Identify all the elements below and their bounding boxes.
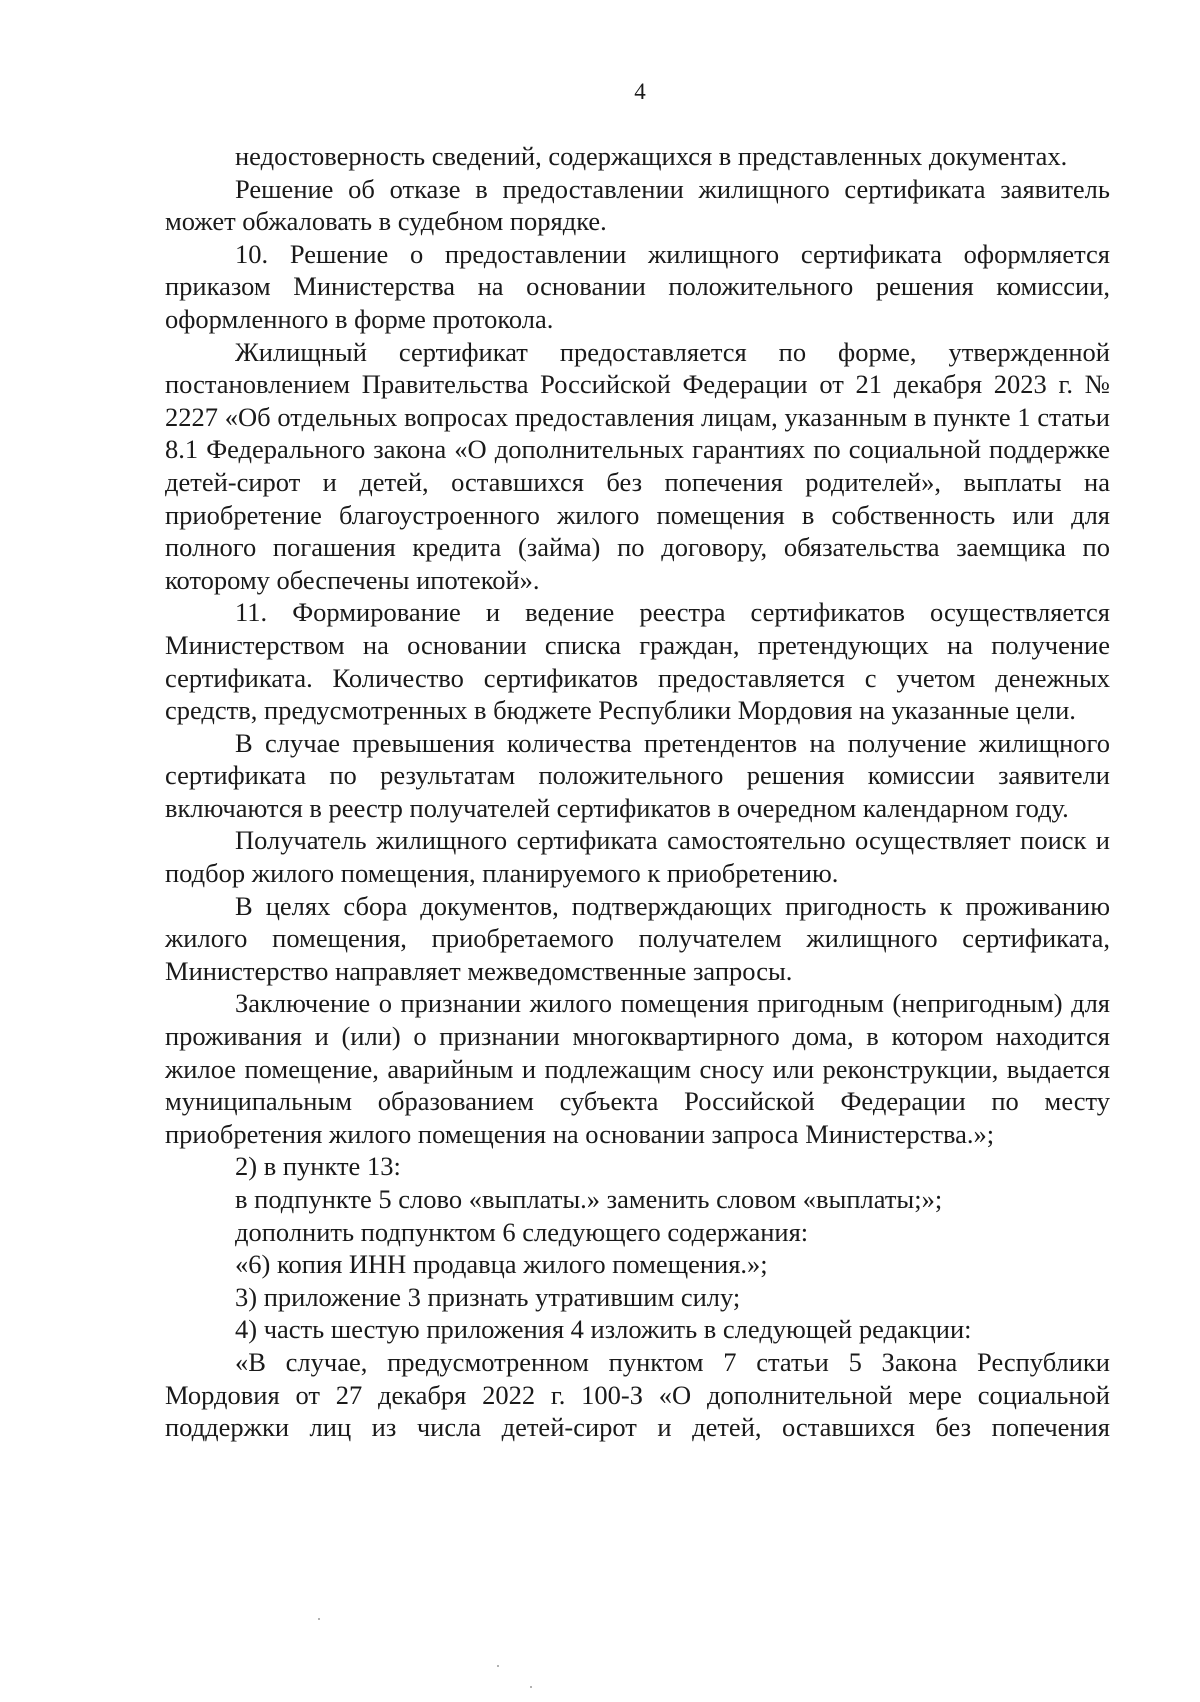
page-number: 4 — [634, 79, 646, 104]
paragraph: 11. Формирование и ведение реестра сертификатов осуществляется Министерством на основании списка граждан, претендующих на получение сертификата. Количество сертификатов предоставляется с учетом денежных средств, предусмотренных в бюджете Республики Мордовия на указанные цели. — [165, 597, 1110, 726]
paragraph: Получатель жилищного сертификата самостоятельно осуществляет поиск и подбор жилого помещения, планируемого к приобретению. — [165, 825, 1110, 889]
paragraph: Решение об отказе в предоставлении жилищного сертификата заявитель может обжаловать в судебном порядке. — [165, 173, 1110, 237]
scan-speck — [497, 1665, 499, 1667]
paragraph: в подпункте 5 слово «выплаты.» заменить словом «выплаты;»; — [235, 1184, 943, 1214]
paragraph: В случае превышения количества претендентов на получение жилищного сертификата по результатам положительного решения комиссии заявители включаются в реестр получателей сертификатов в очередном календарном году. — [165, 727, 1110, 823]
paragraph: 10. Решение о предоставлении жилищного сертификата оформляется приказом Министерства на основании положительного решения комиссии, оформленного в форме протокола. — [165, 238, 1110, 334]
paragraph: дополнить подпунктом 6 следующего содержания: — [235, 1216, 809, 1247]
paragraph: Жилищный сертификат предоставляется по форме, утвержденной постановлением Правительства Российской Федерации от 21 декабря 2023 г. № 2227 «Об отдельных вопросах предоставления лицам, указанным в пункте 1 статьи 8.1 Федерального закона «О дополнительных гарантиях по социальной поддержке детей-сирот и детей, оставшихся без попечения родителей», выплаты на приобретение благоустроенного жилого помещения в собственность или для полного погашения кредита (займа) по договору, обязательства заемщика по которому обеспечены ипотекой». — [165, 336, 1110, 595]
paragraph: 4) часть шестую приложения 4 изложить в следующей редакции: — [235, 1314, 972, 1345]
paragraph: недостоверность сведений, содержащихся в представленных документах. — [235, 141, 1068, 171]
scan-speck — [318, 1618, 320, 1620]
paragraph: «В случае, предусмотренном пунктом 7 статьи 5 Закона Республики Мордовия от 27 декабря 2022 г. 100-З «О дополнительной мере социальной поддержки лиц из числа детей-сирот и детей, оставшихся без попечения — [165, 1346, 1110, 1443]
paragraph: «6) копия ИНН продавца жилого помещения.»; — [235, 1249, 768, 1280]
paragraph: В целях сбора документов, подтверждающих пригодность к проживанию жилого помещения, приобретаемого получателем жилищного сертификата, Министерство направляет межведомственные запросы. — [165, 890, 1110, 986]
document-body — [165, 140, 1110, 1444]
paragraph: Заключение о признании жилого помещения пригодным (непригодным) для проживания и (или) о признании многоквартирного дома, в котором находится жилое помещение, аварийным и подлежащим сносу или реконструкции, выдается муниципальным образованием субъекта Российской Федерации по месту приобретения жилого помещения на основании запроса Министерства.»; — [165, 988, 1110, 1149]
paragraph: 2) в пункте 13: — [235, 1151, 401, 1182]
paragraph: 3) приложение 3 признать утратившим силу; — [235, 1281, 741, 1312]
scan-speck — [530, 1686, 532, 1688]
